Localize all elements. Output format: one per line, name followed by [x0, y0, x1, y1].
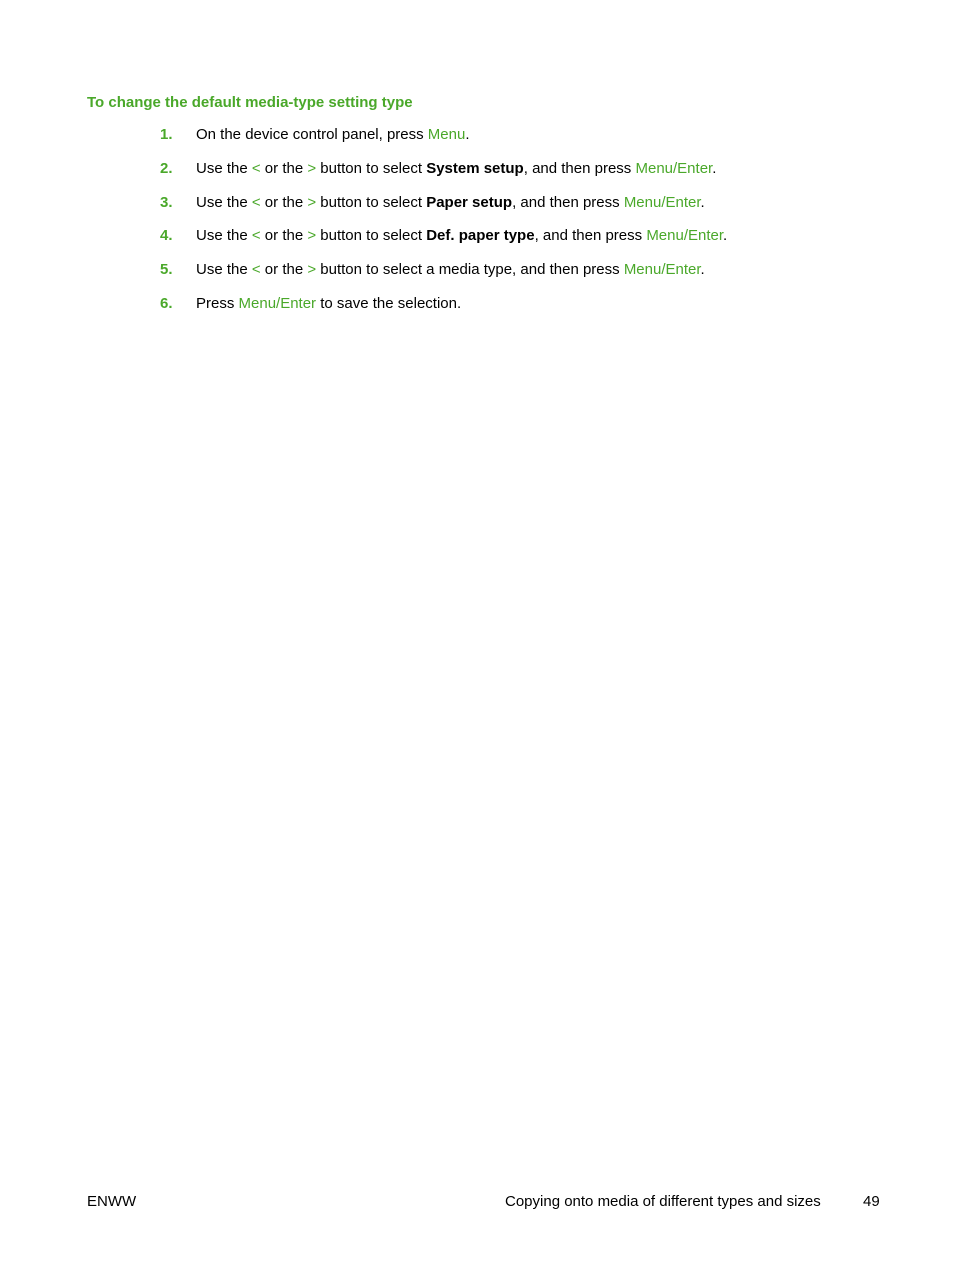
step-text-segment: button to select: [316, 194, 427, 211]
step-item: [0, 227, 954, 249]
step-number: 1.: [160, 126, 173, 143]
step-text: [196, 194, 705, 211]
step-text-segment: .: [700, 194, 705, 211]
step-number: 2.: [160, 160, 173, 177]
step-number: 5.: [160, 261, 173, 278]
step-text-segment: or the: [260, 194, 308, 211]
step-text-segment: button to select: [316, 227, 427, 244]
step-item: [0, 261, 954, 283]
step-text-segment: Use the: [196, 160, 252, 177]
control-label: Menu/Enter: [646, 227, 724, 244]
step-text-segment: , and then press: [523, 160, 636, 177]
step-number: 3.: [160, 194, 173, 211]
page-number: 49: [863, 1193, 880, 1210]
control-label: Menu: [427, 126, 466, 143]
control-label: Menu/Enter: [238, 295, 317, 312]
step-text-segment: .: [712, 160, 717, 177]
step-text: [196, 261, 705, 278]
step-text: [196, 295, 461, 312]
step-text-segment: .: [723, 227, 728, 244]
step-text-segment: , and then press: [512, 194, 624, 211]
menu-item-label: System setup: [426, 160, 524, 177]
step-item: [0, 194, 954, 216]
control-label: >: [307, 194, 317, 211]
control-label: <: [251, 227, 261, 244]
step-text-segment: On the device control panel, press: [196, 126, 428, 143]
step-text-segment: Press: [196, 295, 239, 312]
menu-item-label: Paper setup: [426, 194, 513, 211]
step-text: [196, 126, 470, 143]
step-text-segment: button to select: [316, 160, 427, 177]
control-label: <: [251, 160, 261, 177]
step-text-segment: Use the: [196, 227, 252, 244]
menu-item-label: Def. paper type: [426, 227, 535, 244]
section-heading: To change the default media-type setting type: [87, 94, 413, 111]
control-label: >: [307, 160, 317, 177]
step-text: [196, 227, 727, 244]
step-text-segment: to save the selection.: [316, 295, 462, 312]
step-text-segment: or the: [260, 160, 308, 177]
step-text-segment: , and then press: [534, 227, 647, 244]
step-text-segment: or the: [260, 261, 308, 278]
control-label: >: [307, 227, 317, 244]
control-label: Menu/Enter: [635, 160, 713, 177]
step-number: 6.: [160, 295, 173, 312]
step-item: [0, 295, 954, 317]
step-text-segment: Use the: [196, 261, 252, 278]
control-label: >: [307, 261, 317, 278]
step-text-segment: .: [465, 126, 470, 143]
control-label: <: [251, 194, 261, 211]
step-number: 4.: [160, 227, 173, 244]
footer-left-label: ENWW: [87, 1193, 137, 1210]
step-item: [0, 126, 954, 148]
step-text-segment: Use the: [196, 194, 252, 211]
step-text-segment: .: [700, 261, 705, 278]
control-label: Menu/Enter: [623, 261, 701, 278]
step-text-segment: or the: [260, 227, 308, 244]
control-label: <: [251, 261, 261, 278]
step-item: [0, 160, 954, 182]
footer-chapter-title: Copying onto media of different types and sizes: [505, 1193, 821, 1210]
control-label: Menu/Enter: [623, 194, 701, 211]
step-text-segment: button to select a media type, and then press: [316, 261, 624, 278]
step-text: [196, 160, 716, 177]
